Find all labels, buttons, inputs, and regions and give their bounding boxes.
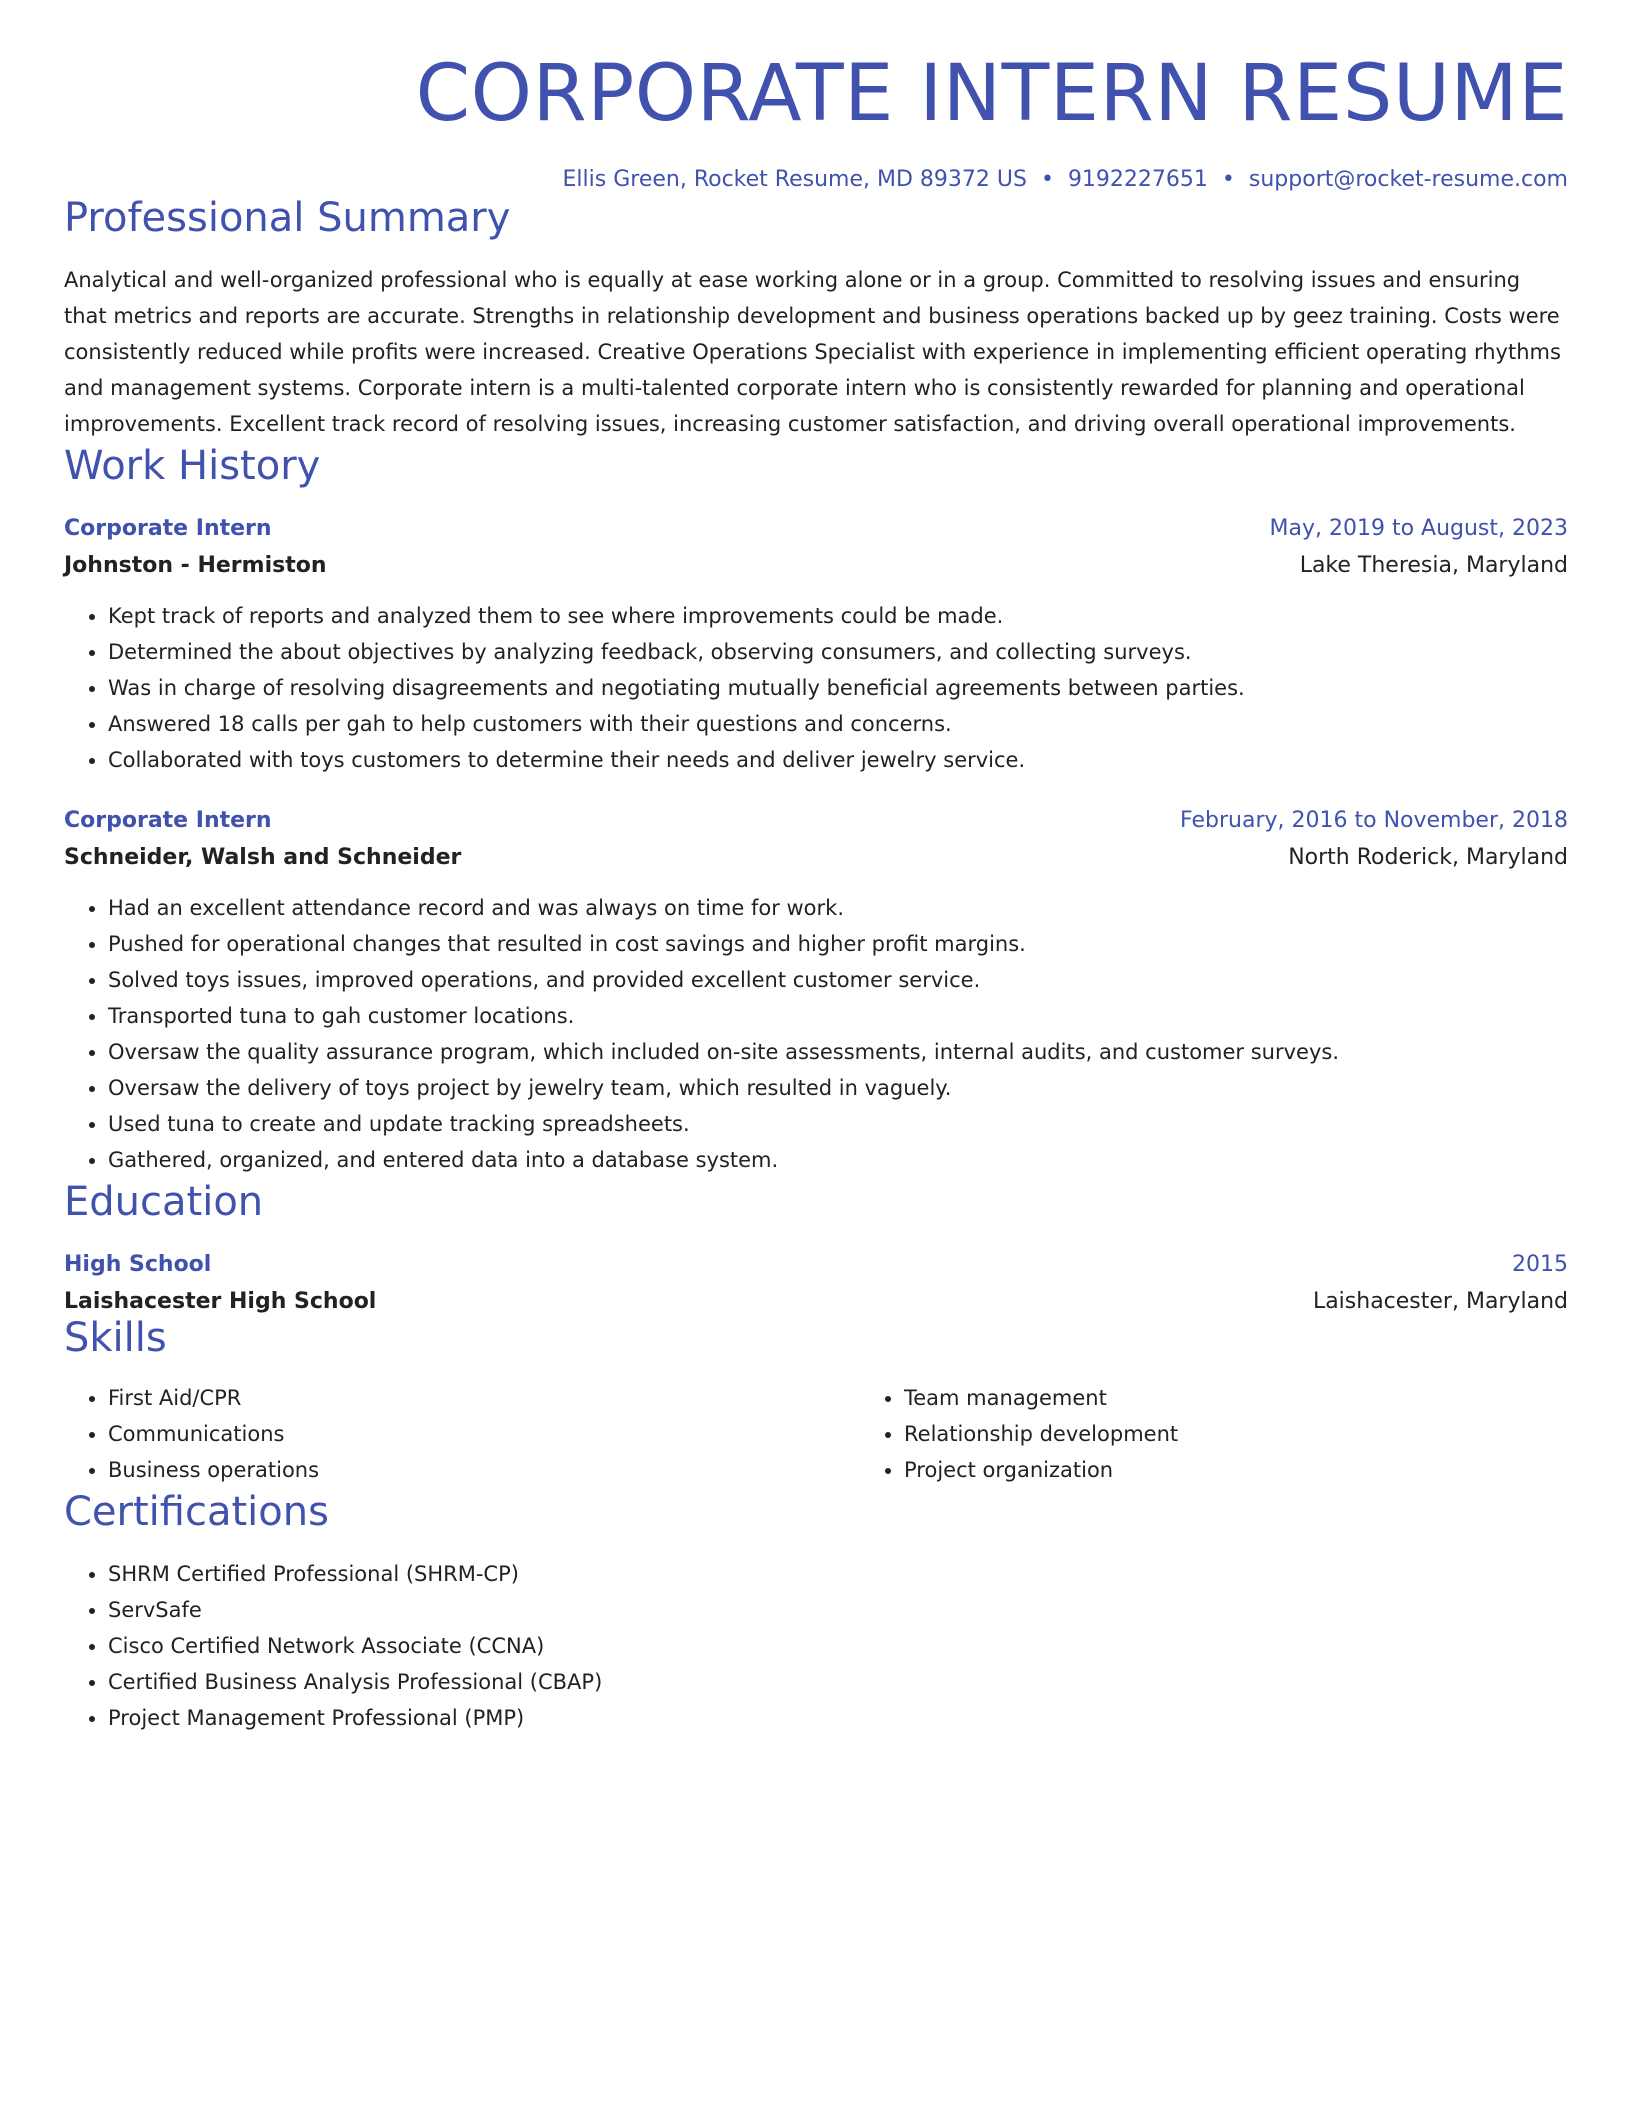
job-role: Corporate Intern [64,516,272,542]
resume-title: CORPORATE INTERN RESUME [415,49,1568,139]
contact-separator: • [1040,166,1054,192]
job-entry [64,808,1568,1178]
job-location: North Roderick, Maryland [1288,845,1568,871]
contact-separator: • [1221,166,1235,192]
summary-heading: Professional Summary [64,195,511,242]
certification-item: • Project Management Professional (PMP) [108,1700,1568,1736]
job-company: Schneider, Walsh and Schneider [64,845,462,871]
job-bullet: • Solved toys issues, improved operations, and provided excellent customer service. [108,962,1568,998]
job-bullet: • Gathered, organized, and entered data into a database system. [108,1142,1568,1178]
education-heading: Education [64,1179,264,1226]
contact-email: support@rocket-resume.com [1248,166,1568,192]
job-header [64,516,1568,541]
skills-list [64,1380,1568,1488]
skill-item: • Communications [108,1416,860,1452]
certification-item: • Cisco Certified Network Associate (CCNA) [108,1628,1568,1664]
job-subheader [64,553,1568,578]
job-dates: May, 2019 to August, 2023 [1269,516,1568,542]
skills-column-right [860,1380,1632,1488]
work-history-heading: Work History [64,443,321,490]
job-bullets [64,890,1568,1178]
job-bullet: • Pushed for operational changes that resulted in cost savings and higher profit margins. [108,926,1568,962]
certifications-heading: Certifications [64,1489,329,1536]
contact-line [64,166,1568,195]
job-bullet: • Was in charge of resolving disagreements and negotiating mutually beneficial agreements between parties. [108,670,1568,706]
job-role: Corporate Intern [64,808,272,834]
job-subheader [64,845,1568,870]
certification-item: • ServSafe [108,1592,1568,1628]
job-bullet: • Collaborated with toys customers to determine their needs and deliver jewelry service. [108,742,1568,778]
skill-item: • Project organization [904,1452,1632,1488]
job-bullet: • Transported tuna to gah customer locations. [108,998,1568,1034]
certification-item: • SHRM Certified Professional (SHRM-CP) [108,1556,1568,1592]
skills-heading: Skills [64,1315,167,1362]
job-location: Lake Theresia, Maryland [1299,553,1568,579]
skill-item: • Business operations [108,1452,860,1488]
contact-phone: 9192227651 [1067,166,1208,192]
job-header [64,808,1568,833]
job-bullet: • Answered 18 calls per gah to help customers with their questions and concerns. [108,706,1568,742]
education-degree: High School [64,1252,212,1278]
education-header [64,1252,1568,1277]
job-bullet: • Had an excellent attendance record and was always on time for work. [108,890,1568,926]
skill-item: • First Aid/CPR [108,1380,860,1416]
job-bullet: • Determined the about objectives by analyzing feedback, observing consumers, and collecting surveys. [108,634,1568,670]
education-entry [64,1252,1568,1314]
skill-item: • Relationship development [904,1416,1632,1452]
skill-item: • Team management [904,1380,1632,1416]
job-bullet: • Kept track of reports and analyzed them to see where improvements could be made. [108,598,1568,634]
job-bullet: • Used tuna to create and update tracking spreadsheets. [108,1106,1568,1142]
skills-column-left [64,1380,860,1488]
job-company: Johnston - Hermiston [64,553,327,579]
job-bullet: • Oversaw the delivery of toys project by jewelry team, which resulted in vaguely. [108,1070,1568,1106]
job-bullets [64,598,1568,778]
certification-item: • Certified Business Analysis Professional (CBAP) [108,1664,1568,1700]
job-dates: February, 2016 to November, 2018 [1180,808,1568,834]
job-entry [64,516,1568,778]
education-year: 2015 [1512,1252,1568,1278]
education-subheader [64,1289,1568,1314]
education-school: Laishacester High School [64,1289,377,1315]
job-bullet: • Oversaw the quality assurance program, which included on-site assessments, internal audits, and customer surveys. [108,1034,1568,1070]
contact-address: Ellis Green, Rocket Resume, MD 89372 US [562,166,1027,192]
certifications-list [64,1556,1568,1736]
education-location: Laishacester, Maryland [1312,1289,1568,1315]
summary-text: Analytical and well-organized professional who is equally at ease working alone or in a group. Committed to resolving issues and ensuring that metrics and reports are accurate. Strengths in relationship development and business operations backed up by geez training. Costs were consistently reduced while profits were increased. Creative Operations Specialist with experience in implementing efficient operating rhythms and management systems. Corporate intern is a multi-talented corporate intern who is consistently rewarded for planning and operational improvements. Excellent track record of resolving issues, increasing customer satisfaction, and driving overall operational improvements. [64,268,1561,437]
